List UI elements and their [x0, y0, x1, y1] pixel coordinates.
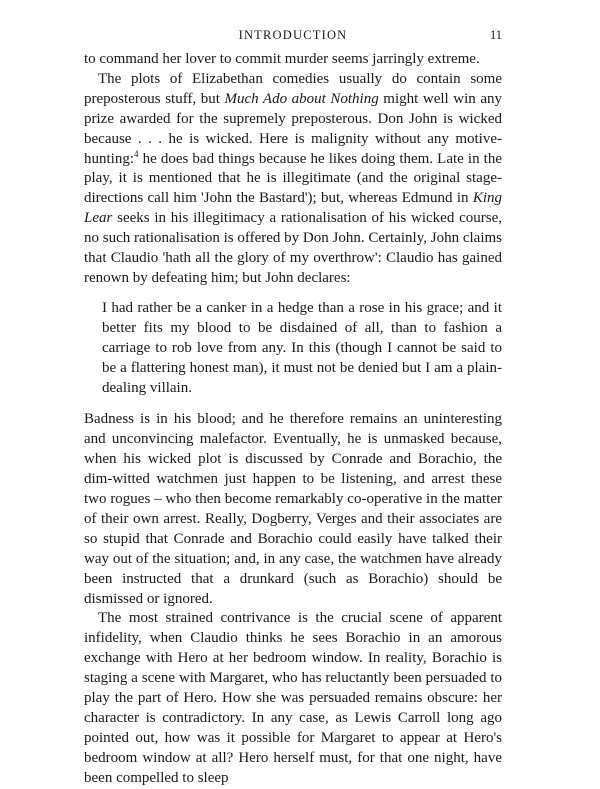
running-head [84, 28, 502, 50]
paragraph-plots-text-c: he does bad things because he likes doing them. Late in the play, it is mentioned that he is illegitimate (and the original stage-directions call him 'John the Bastard'); but, whereas Edmund in [84, 150, 502, 207]
paragraph-contrivance: The most strained contrivance is the crucial scene of apparent infidelity, when Claudio thinks he sees Borachio in an amorous exchange with Hero at her bedroom window. In reality, Borachio is staging a scene with Margaret, who has reluctantly been persuaded to play the part of Hero. How she was persuaded remains obscure: her character is contradictory. In any case, as Lewis Carroll long ago pointed out, how was it possible for Margaret to appear at Hero's bedroom window at all? Hero herself must, for that one night, have been compelled to sleep [84, 610, 502, 786]
running-title: INTRODUCTION [238, 28, 348, 42]
play-title-much-ado: Much Ado about Nothing [224, 90, 379, 107]
paragraph-plots-text-b: might well win any prize awarded for the supremely preposterous. Don John is wicked because . . . he is wicked. Here is malignity without any motive-hunting: [84, 90, 502, 167]
body-text [84, 50, 502, 789]
footnote-reference[interactable]: 4 [134, 148, 139, 159]
book-page [84, 28, 502, 789]
paragraph-plots [84, 70, 502, 289]
paragraph-continuation: to command her lover to commit murder seems jarringly extreme. [84, 51, 480, 67]
paragraph-plots-text-d: seeks in his illegitimacy a rationalisation of his wicked course, no such rationalisation is offered by Don John. Certainly, John claims that Claudio 'hath all the glory of my overthrow': Claudio has gained renown by defeating him; but John declares: [84, 210, 502, 286]
paragraph-plots-text-a: The plots of Elizabethan comedies usually do contain some preposterous stuff, but [84, 70, 502, 107]
page-number: 11 [489, 28, 502, 42]
paragraph-badness: Badness is in his blood; and he therefore remains an uninteresting and unconvincing malefactor. Eventually, he is unmasked because, when his wicked plot is discussed by Conrade and Borachio, the dim-witted watchmen just happen to be listening, and arrest these two rogues – who then become remarkably co-operative in the matter of their own arrest. Really, Dogberry, Verges and their associates are so stupid that Conrade and Borachio could easily have talked their way out of the situation; and, in any case, the watchmen have already been instructed that a drunkard (such as Borachio) should be dismissed or ignored. [84, 411, 502, 607]
play-title-king-lear: King Lear [84, 190, 502, 227]
block-quote: I had rather be a canker in a hedge than a rose in his grace; and it better fits my blood to be disdained of all, than to fashion a carriage to rob love from any. In this (though I cannot be said to be a flattering honest man), it must not be denied but I am a plain-dealing villain. [102, 299, 502, 396]
